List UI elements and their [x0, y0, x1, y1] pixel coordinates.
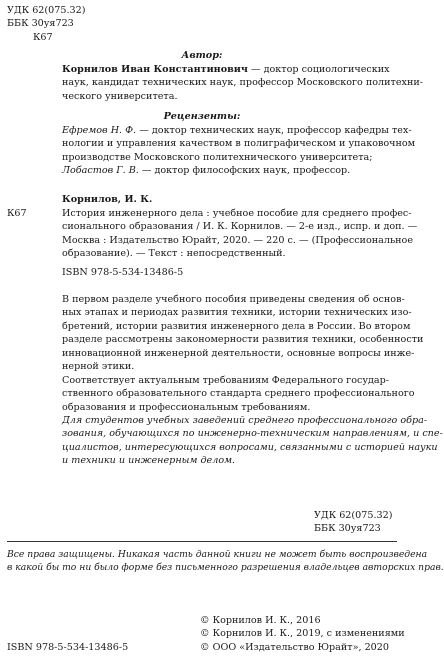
author-line-3: ческого университета. — [62, 90, 178, 102]
bottom-classification — [314, 509, 392, 536]
abstract-p1-line: ных этапах и периодах развития техники, истории технических изо- — [62, 307, 412, 319]
author-line-2: наук, кандидат технических наук, профессор Московского политехни- — [62, 77, 423, 89]
copyright-block — [200, 614, 405, 654]
bottom-udk-code: УДК 62(075.32) — [314, 510, 393, 521]
biblio-line-4: образование). — Текст : непосредственный. — [62, 248, 286, 260]
copyright-line: © Корнилов И. К., 2016 — [200, 615, 321, 626]
abstract-paragraph-1 — [62, 293, 424, 373]
bibliographic-author: Корнилов, И. К. — [62, 194, 153, 205]
reviewer-2-rest: — доктор философских наук, профессор. — [138, 165, 351, 177]
rights-notice — [7, 548, 444, 575]
reviewer-1-line-1-rest: — доктор технических наук, профессор кафедры тех- — [136, 125, 412, 136]
reviewer-1-name: Ефремов Н. Ф. — [62, 125, 137, 136]
abstract-p1-line: бретений, истории развития инженерного дела в России. Во втором — [62, 320, 411, 332]
abstract-p2-line: Соответствует актуальным требованиям Федерального государ- — [62, 375, 390, 386]
divider-rule — [7, 541, 397, 542]
abstract-p1-line: В первом разделе учебного пособия приведены сведения об основ- — [62, 294, 405, 305]
footer-isbn: ISBN 978-5-534-13486-5 — [7, 642, 129, 653]
rights-line-1: Все права защищены. Никакая часть данной книги не может быть воспроизведена — [7, 549, 428, 560]
abstract-p1-line: разделе рассмотрены закономерности развития техники, особенности — [62, 334, 424, 346]
author-line-1 — [62, 63, 392, 76]
copyright-line: © Корнилов И. К., 2019, с изменениями — [200, 628, 405, 640]
bbk-code: ББК 30уя723 — [7, 18, 74, 30]
bibliographic-code: К67 — [7, 208, 27, 219]
bottom-bbk-code: ББК 30уя723 — [314, 523, 381, 535]
reviewer-1-line-1 — [62, 124, 412, 137]
reviewer-2-line-1 — [62, 164, 392, 177]
bibliographic-description — [62, 207, 418, 261]
reviewer-1-line-3: производстве Московского политехнического университета; — [62, 151, 373, 163]
reviewers-heading: Рецензенты: — [163, 111, 241, 122]
author-line-1-rest: — доктор социологических — [247, 64, 390, 75]
abstract-p1-line: нерной этики. — [62, 361, 135, 373]
udk-code: УДК 62(075.32) — [7, 5, 86, 16]
abstract-p2-line: образования и профессиональным требованиям. — [62, 401, 311, 413]
abstract-p3-line: Для студентов учебных заведений среднего профессионального обра- — [62, 415, 428, 426]
biblio-line-3: Москва : Издательство Юрайт, 2020. — 220 с. — (Профессиональное — [62, 234, 414, 246]
biblio-line-2: сионального образования / И. К. Корнилов. — 2-е изд., испр. и доп. — — [62, 221, 418, 233]
abstract-paragraph-3 — [62, 414, 443, 468]
author-description — [62, 63, 423, 103]
abstract-p3-line: зования, обучающихся по инженерно-техническим направлениям, и спе- — [62, 428, 443, 440]
abstract-p3-line: циалистов, интересующихся вопросами, связанными с историей науки — [62, 441, 438, 453]
author-heading: Автор: — [181, 50, 223, 61]
abstract-p2-line: ственного образовательного стандарта среднего профессионального — [62, 388, 415, 400]
copyright-line: © ООО «Издательство Юрайт», 2020 — [200, 641, 389, 653]
abstract-p3-line: и техники и инженерным делом. — [62, 455, 236, 467]
author-full-name: Корнилов Иван Константинович — [62, 64, 248, 75]
reviewer-1-line-2: нологии и управления качеством в полиграфическом и упаковочном — [62, 138, 416, 150]
author-mark: К67 — [33, 31, 53, 43]
rights-line-2: в какой бы то ни было форме без письменного разрешения владельцев авторских прав. — [7, 562, 444, 574]
biblio-line-1: История инженерного дела : учебное пособие для среднего профес- — [62, 208, 412, 219]
bibliographic-isbn: ISBN 978-5-534-13486-5 — [62, 267, 184, 278]
reviewers-list — [62, 124, 416, 178]
abstract-p1-line: инновационной инженерной деятельности, основные вопросы инже- — [62, 347, 415, 359]
classification-block — [7, 4, 85, 44]
abstract-paragraph-2 — [62, 374, 415, 414]
reviewer-2-name: Лобастов Г. В. — [62, 165, 139, 177]
